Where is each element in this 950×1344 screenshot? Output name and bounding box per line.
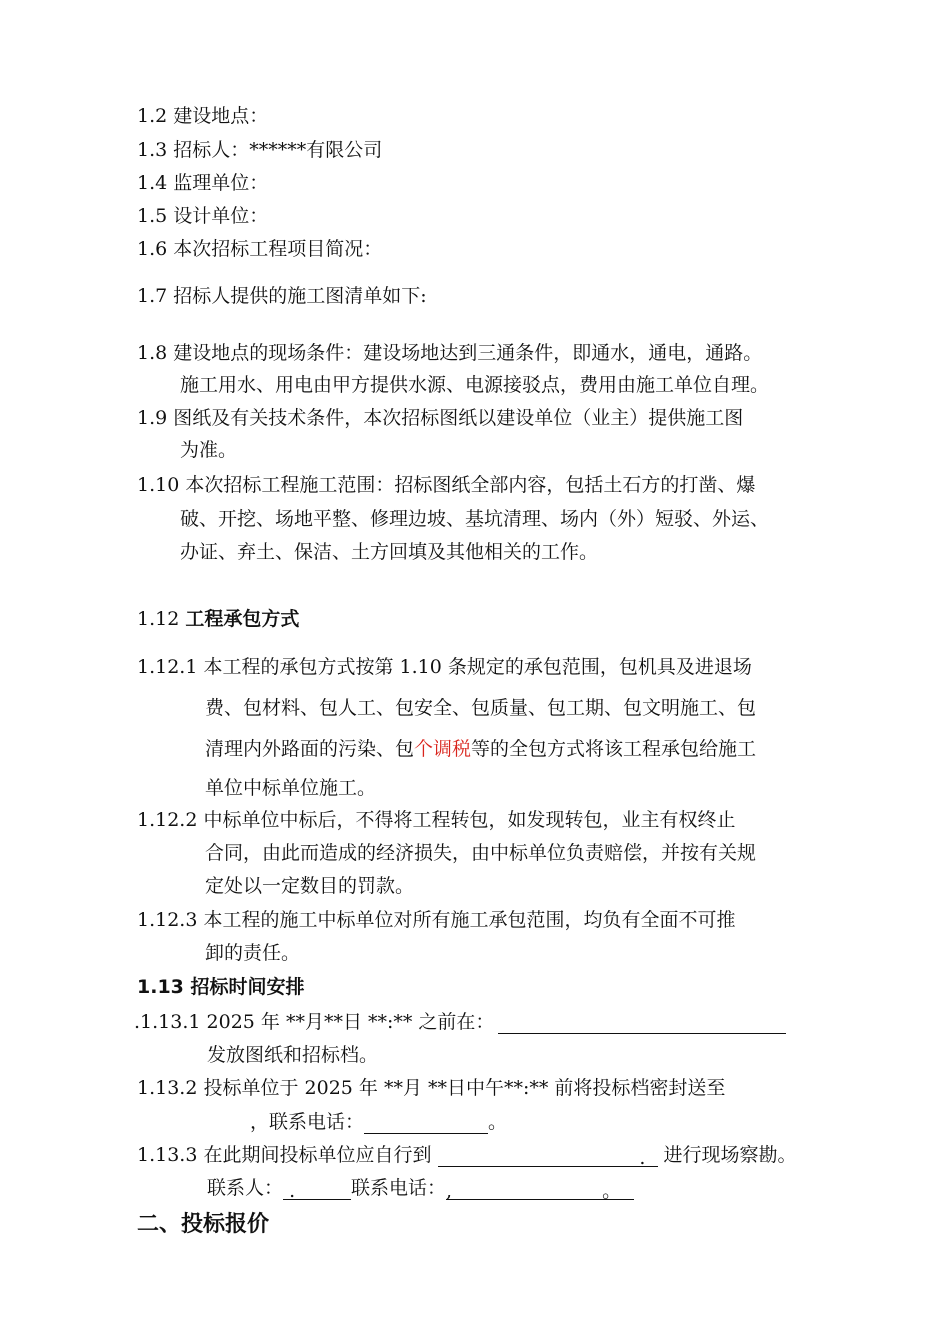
blank-dot: . xyxy=(639,1147,646,1169)
section-2-heading: 二、投标报价 xyxy=(137,1212,270,1237)
item-1-12-3-line2: 卸的责任。 xyxy=(205,942,301,964)
fill-blank-phone-2 xyxy=(446,1179,634,1200)
fill-blank-contact xyxy=(283,1179,351,1200)
item-1-13-1-text: .1.13.1 2025 年 **月**日 **:** 之前在： xyxy=(134,1011,495,1033)
item-1-13-3-line1 xyxy=(137,1143,797,1167)
item-1-6: 1.6 本次招标工程项目简况： xyxy=(137,238,383,260)
highlighted-text: 个调税 xyxy=(414,738,472,760)
item-1-13-3-post: 进行现场察勘。 xyxy=(657,1144,797,1166)
item-1-13-3-text: 1.13.3 在此期间投标单位应自行到 xyxy=(137,1144,438,1166)
item-1-12-1-line3 xyxy=(205,737,756,761)
item-1-13-1-line1 xyxy=(134,1010,786,1034)
item-1-12-1-line3-post: 等的全包方式将该工程承包给施工 xyxy=(471,738,757,760)
item-1-12-2-line3: 定处以一定数目的罚款。 xyxy=(205,875,415,897)
item-1-13-2-line1: 1.13.2 投标单位于 2025 年 **月 **日中午**:** 前将投标档密封送至 xyxy=(137,1077,726,1099)
section-1-12-heading xyxy=(137,607,299,631)
section-1-13-heading: 1.13 招标时间安排 xyxy=(137,976,305,998)
item-1-12-1-line1: 1.12.1 本工程的承包方式按第 1.10 条规定的承包范围，包机具及进退场 xyxy=(137,656,752,678)
item-1-7: 1.7 招标人提供的施工图清单如下: xyxy=(137,285,427,307)
item-1-13-1-line2: 发放图纸和招标档。 xyxy=(207,1044,379,1066)
item-1-8-line1: 1.8 建设地点的现场条件：建设场地达到三通条件，即通水，通电，通路。 xyxy=(137,342,763,364)
item-1-10-line2: 破、开挖、场地平整、修理边坡、基坑清理、场内（外）短驳、外运、 xyxy=(180,508,770,530)
blank-period: 。 xyxy=(602,1180,622,1202)
item-1-13-3-line2 xyxy=(207,1176,634,1200)
period: 。 xyxy=(488,1111,508,1133)
section-1-12-number: 1.12 xyxy=(137,608,186,630)
item-1-12-2-line1: 1.12.2 中标单位中标后，不得将工程转包，如发现转包，业主有权终止 xyxy=(137,809,736,831)
blank-dot: . xyxy=(289,1180,296,1202)
item-1-12-1-line2: 费、包材料、包人工、包安全、包质量、包工期、包文明施工、包 xyxy=(205,697,757,719)
fill-blank-location xyxy=(498,1013,786,1034)
blank-comma: , xyxy=(446,1180,453,1202)
section-1-12-title: 工程承包方式 xyxy=(185,608,300,630)
item-1-5: 1.5 设计单位： xyxy=(137,205,269,227)
contact-person-label: 联系人： xyxy=(207,1177,284,1199)
item-1-12-2-line2: 合同，由此而造成的经济损失，由中标单位负责赔偿，并按有关规 xyxy=(205,842,757,864)
item-1-2: 1.2 建设地点： xyxy=(137,105,269,127)
item-1-3: 1.3 招标人：******有限公司 xyxy=(137,139,383,161)
contact-phone-label: 联系电话： xyxy=(351,1177,447,1199)
item-1-10-line1: 1.10 本次招标工程施工范围：招标图纸全部内容，包括土石方的打凿、爆 xyxy=(137,474,756,496)
item-1-9-line2: 为准。 xyxy=(180,439,238,461)
item-1-10-line3: 办证、弃土、保洁、土方回填及其他相关的工作。 xyxy=(180,541,599,563)
item-1-4: 1.4 监理单位： xyxy=(137,172,269,194)
item-1-12-1-line3-pre: 清理内外路面的污染、包 xyxy=(205,738,415,760)
fill-blank-phone xyxy=(364,1113,488,1134)
contact-phone-label: ，联系电话： xyxy=(250,1111,365,1133)
item-1-13-2-line2 xyxy=(250,1110,507,1134)
item-1-9-line1: 1.9 图纸及有关技术条件，本次招标图纸以建设单位（业主）提供施工图 xyxy=(137,407,744,429)
item-1-12-1-line4: 单位中标单位施工。 xyxy=(205,777,377,799)
item-1-8-line2: 施工用水、用电由甲方提供水源、电源接驳点，费用由施工单位自理。 xyxy=(180,374,770,396)
fill-blank-site xyxy=(438,1146,658,1167)
item-1-12-3-line1: 1.12.3 本工程的施工中标单位对所有施工承包范围，均负有全面不可推 xyxy=(137,909,736,931)
